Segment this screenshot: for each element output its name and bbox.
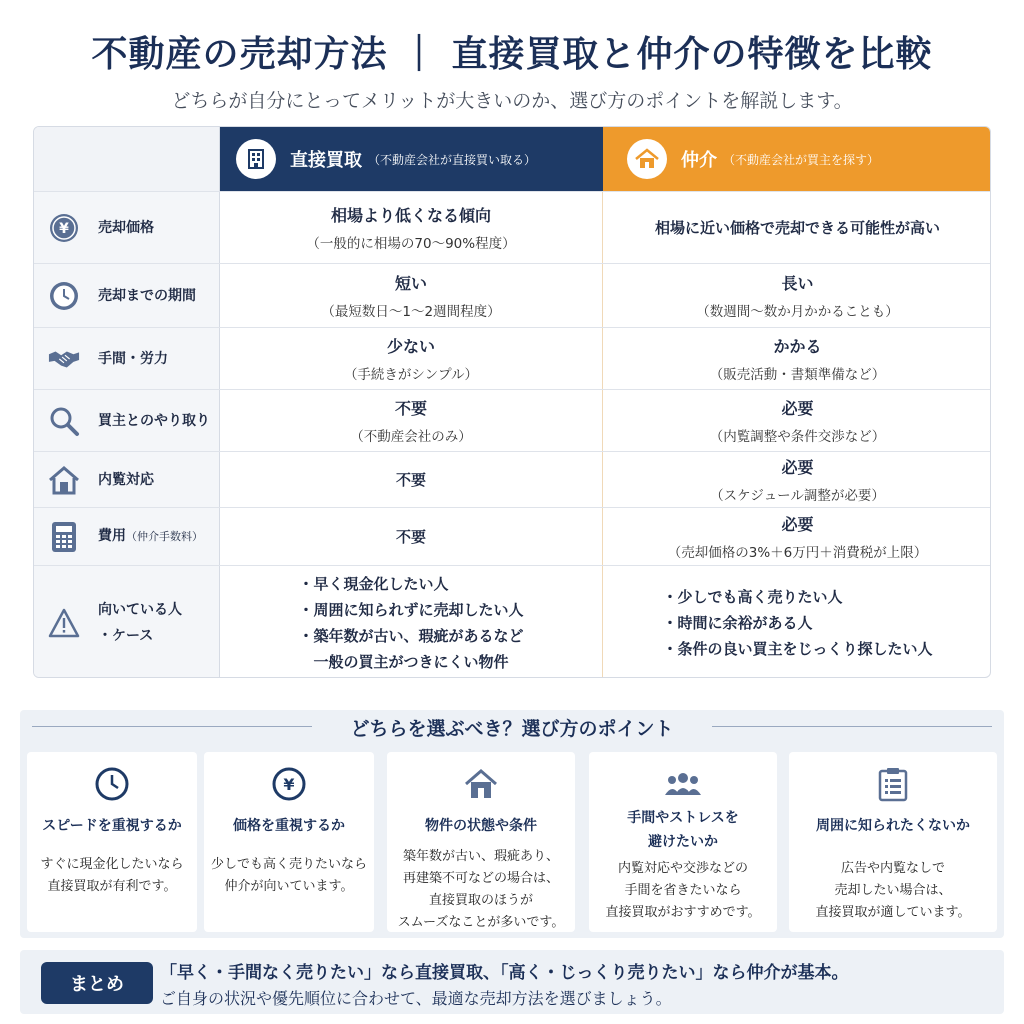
- list-item: ・築年数が古い、瑕疵があるなど: [298, 626, 524, 645]
- svg-text:¥: ¥: [59, 220, 69, 237]
- row-label: [34, 390, 220, 451]
- card-desc-line: 再建築不可などの場合は、: [402, 871, 559, 886]
- list-item: ・時間に余裕がある人: [662, 613, 813, 632]
- card-desc-line: 直接買取が適しています。: [815, 905, 971, 920]
- page-subtitle: どちらが自分にとってメリットが大きいのか、選び方のポイントを解説します。: [171, 90, 853, 112]
- broker-note-text: （内覧調整や条件交渉など）: [709, 429, 886, 445]
- card-desc-line: 内覧対応や交渉などの: [617, 861, 748, 876]
- summary-badge: まとめ: [41, 962, 153, 1004]
- header-direct-purchase: [220, 127, 603, 191]
- card-desc-line: スムーズなことが多いです。: [397, 915, 565, 930]
- direct-suitable-list: [298, 571, 523, 675]
- card-desc: [593, 858, 773, 924]
- broker-cell: [603, 192, 991, 263]
- header-blank-cell: [34, 127, 220, 191]
- broker-note-text: （販売活動・書類準備など）: [709, 367, 886, 383]
- broker-main-text: 必要: [781, 458, 814, 477]
- table-header: [34, 127, 990, 191]
- point-card-privacy: [789, 752, 997, 932]
- card-desc-line: 広告や内覧なしで: [840, 861, 945, 876]
- broker-suitable-list: [662, 584, 932, 662]
- direct-cell: [220, 508, 603, 565]
- broker-cell: [603, 566, 991, 678]
- row-label-main: 費用: [98, 528, 126, 544]
- broker-note-text: （数週間〜数か月かかることも）: [696, 304, 899, 320]
- list-item: 一般の買主がつきにくい物件: [298, 652, 509, 671]
- direct-note-text: （一般的に相場の70〜90%程度）: [306, 236, 516, 252]
- broker-main-text: かかる: [773, 337, 822, 356]
- clipboard-icon: [789, 766, 997, 802]
- svg-text:¥: ¥: [283, 775, 295, 794]
- row-label: [34, 192, 220, 263]
- card-desc-line: 手間を省きたいなら: [624, 883, 742, 898]
- direct-main-text: 短い: [394, 274, 427, 293]
- card-desc: [208, 854, 370, 898]
- broker-main-text: 相場に近い価格で売却できる可能性が高い: [654, 219, 940, 237]
- row-label-text: 売却価格: [98, 219, 154, 236]
- brokerage-subtitle: （不動産会社が買主を探す）: [723, 152, 880, 167]
- direct-cell: [220, 328, 603, 389]
- home-icon: [48, 464, 80, 496]
- people-icon: [589, 766, 777, 802]
- table-row-fees: [34, 507, 990, 565]
- table-row-buyer-communication: [34, 389, 990, 451]
- broker-cell: [603, 390, 991, 451]
- direct-main-text: 不要: [395, 528, 426, 546]
- direct-main-text: 相場より低くなる傾向: [330, 206, 491, 225]
- yen-icon: [204, 766, 374, 802]
- table-row-price: [34, 191, 990, 263]
- direct-cell: [220, 452, 603, 507]
- point-card-effort: [589, 752, 777, 932]
- card-desc: [793, 858, 993, 924]
- row-label: [34, 508, 220, 565]
- card-desc-line: 直接買取がおすすめです。: [605, 905, 761, 920]
- row-label: [34, 566, 220, 678]
- list-item: ・条件の良い買主をじっくり探したい人: [662, 639, 933, 658]
- row-label-small: （仲介手数料）: [126, 530, 203, 543]
- card-title-line: 避けたいか: [648, 834, 718, 850]
- clock-icon: [48, 280, 80, 312]
- header-brokerage: [603, 127, 991, 191]
- card-desc-line: 仲介が向いています。: [224, 879, 354, 894]
- card-title: スピードを重視するか: [42, 818, 182, 834]
- broker-cell: [603, 508, 991, 565]
- card-title: 価格を重視するか: [233, 818, 345, 834]
- table-row-period: [34, 263, 990, 327]
- card-desc-line: 築年数が古い、瑕疵あり、: [402, 849, 559, 864]
- row-label-line2: ・ケース: [98, 627, 154, 644]
- card-desc-line: 少しでも高く売りたいなら: [210, 857, 367, 872]
- direct-note-text: （不動産会社のみ）: [350, 429, 472, 445]
- table-row-effort: [34, 327, 990, 389]
- list-item: ・早く現金化したい人: [298, 574, 449, 593]
- direct-cell: [220, 566, 603, 678]
- broker-note-text: （売却価格の3%＋6万円＋消費税が上限）: [667, 545, 928, 561]
- row-label: [34, 452, 220, 507]
- row-label: [34, 328, 220, 389]
- page-title: 不動産の売却方法 ｜ 直接買取と仲介の特徴を比較: [91, 34, 933, 75]
- broker-main-text: 長い: [781, 274, 814, 293]
- comparison-table: [33, 126, 991, 678]
- brokerage-title: 仲介: [681, 150, 717, 171]
- house-icon: [387, 766, 575, 802]
- house-icon: [627, 139, 667, 179]
- point-card-property-condition: [387, 752, 575, 932]
- warning-icon: [48, 607, 80, 639]
- direct-purchase-title: 直接買取: [290, 150, 362, 171]
- building-icon: [236, 139, 276, 179]
- clock-icon: [27, 766, 197, 802]
- direct-note-text: （手続きがシンプル）: [343, 367, 479, 383]
- card-desc-line: すぐに現金化したいなら: [40, 857, 184, 872]
- table-row-suitable: [34, 565, 990, 678]
- row-label-line1: 向いている人: [98, 601, 182, 618]
- direct-main-text: 不要: [395, 471, 426, 489]
- broker-note-text: （スケジュール調整が必要）: [710, 488, 885, 504]
- broker-cell: [603, 328, 991, 389]
- search-icon: [48, 405, 80, 437]
- broker-main-text: 必要: [781, 515, 814, 534]
- selection-points-section: [20, 710, 1004, 938]
- point-card-speed: [27, 752, 197, 932]
- row-label: [34, 264, 220, 327]
- direct-cell: [220, 390, 603, 451]
- yen-icon: [48, 212, 80, 244]
- card-title: 周囲に知られたくないか: [816, 818, 970, 834]
- table-row-viewing: [34, 451, 990, 507]
- list-item: ・少しでも高く売りたい人: [662, 587, 843, 606]
- row-label-text: 手間・労力: [98, 350, 168, 367]
- row-label-text: 売却までの期間: [98, 287, 196, 304]
- card-title-line: 手間やストレスを: [627, 810, 739, 826]
- direct-cell: [220, 264, 603, 327]
- point-card-price: [204, 752, 374, 932]
- points-title: どちらを選ぶべき？選び方のポイント: [350, 718, 674, 740]
- card-desc: [31, 854, 193, 898]
- broker-cell: [603, 264, 991, 327]
- card-title: 物件の状態や条件: [425, 818, 537, 834]
- direct-note-text: （最短数日〜1〜2週間程度）: [321, 304, 501, 320]
- row-label-text: [98, 597, 182, 649]
- summary-line-2: ご自身の状況や優先順位に合わせて、最適な売却方法を選びましょう。: [160, 989, 672, 1008]
- broker-cell: [603, 452, 991, 507]
- card-desc-line: 直接買取のほうが: [428, 893, 533, 908]
- row-label-text: 買主とのやり取り: [98, 412, 210, 429]
- calculator-icon: [48, 521, 80, 553]
- summary-line-1: 「早く・手間なく売りたい」なら直接買取、「高く・じっくり売りたい」なら仲介が基本。: [160, 963, 849, 983]
- card-desc-line: 直接買取が有利です。: [47, 879, 177, 894]
- broker-main-text: 必要: [781, 399, 814, 418]
- summary-box: [20, 950, 1004, 1014]
- direct-purchase-subtitle: （不動産会社が直接買い取る）: [368, 152, 537, 167]
- row-label-text: 内覧対応: [98, 471, 154, 488]
- card-desc-line: 売却したい場合は、: [834, 883, 952, 898]
- direct-cell: [220, 192, 603, 263]
- card-desc: [391, 846, 571, 934]
- direct-main-text: 不要: [394, 399, 427, 418]
- card-title: [589, 806, 777, 854]
- handshake-icon: [48, 343, 80, 375]
- direct-main-text: 少ない: [386, 337, 435, 356]
- row-label-text: [98, 523, 203, 550]
- list-item: ・周囲に知られずに売却したい人: [298, 600, 524, 619]
